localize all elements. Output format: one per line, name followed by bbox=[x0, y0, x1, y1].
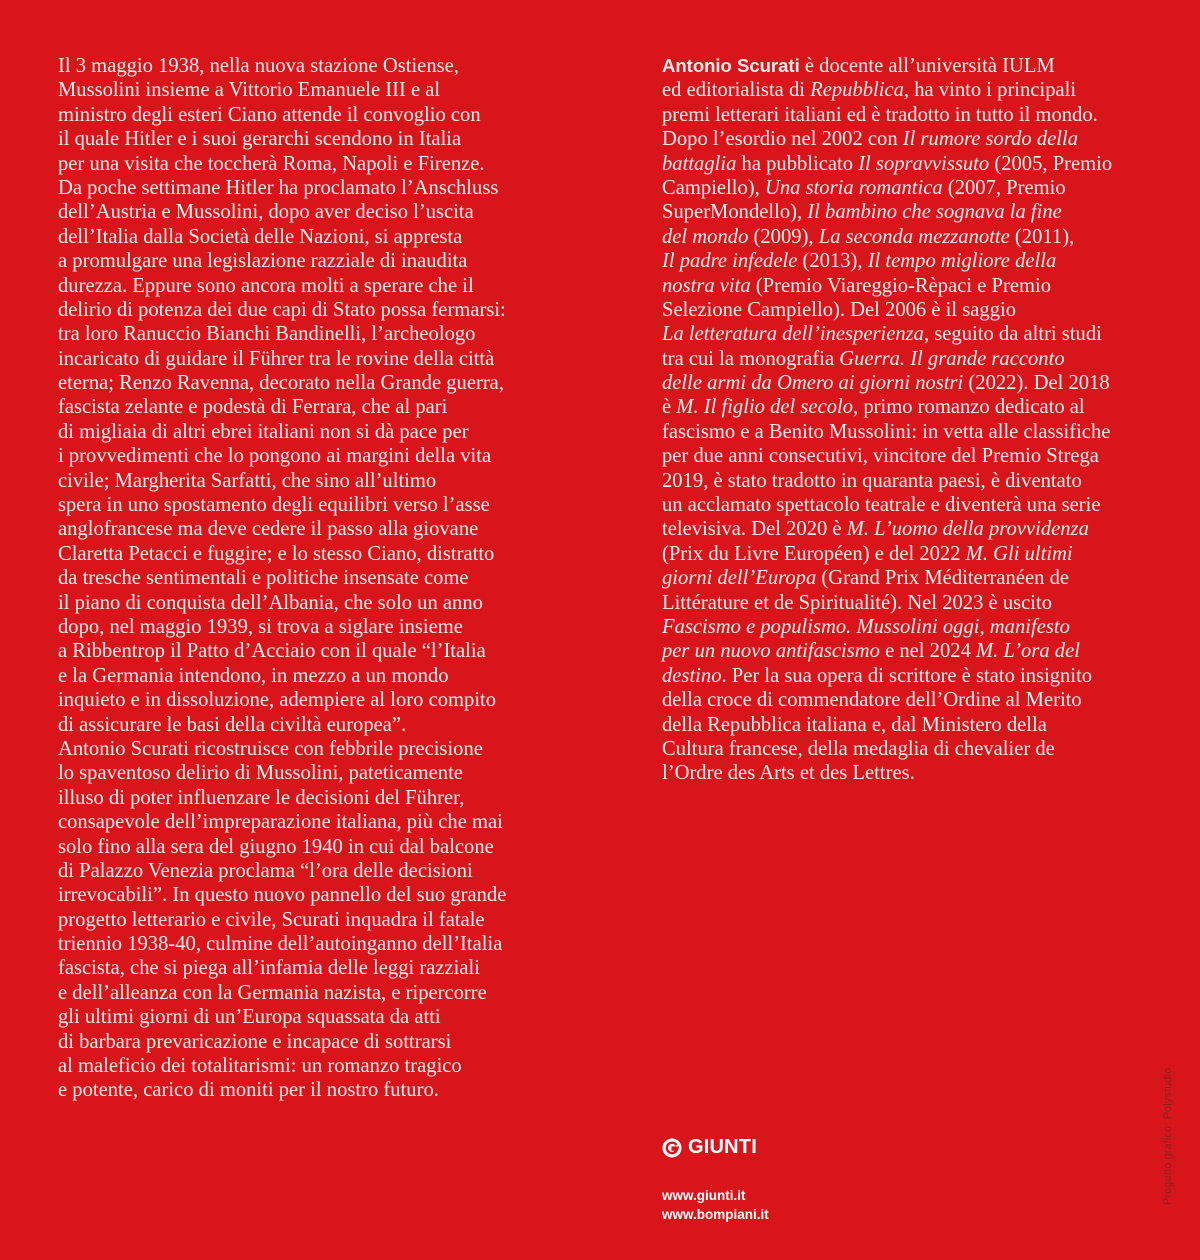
bio-text-run: battaglia bbox=[662, 152, 737, 175]
bio-line bbox=[662, 103, 1162, 127]
bio-text-run: ha pubblicato bbox=[736, 152, 859, 175]
synopsis-line bbox=[58, 688, 578, 712]
bio-text-run: Il bambino che sognava la fine bbox=[807, 201, 1062, 224]
synopsis-text-run: civile; Margherita Sarfatti, che sino all’ultimo bbox=[58, 469, 437, 492]
bio-line bbox=[662, 322, 1162, 346]
synopsis-text-run: e la Germania intendono, in mezzo a un mondo bbox=[58, 664, 449, 687]
design-credit: Progetto grafico: Polystudio. bbox=[1162, 1064, 1174, 1205]
bio-text-run: per un nuovo antifascismo bbox=[662, 640, 880, 663]
synopsis-line bbox=[58, 542, 578, 566]
synopsis-text-run: da tresche sentimentali e politiche insensate come bbox=[58, 567, 469, 590]
synopsis-line bbox=[58, 371, 578, 395]
bio-text-run: SuperMondello), bbox=[662, 201, 808, 224]
bio-text-run: del mondo bbox=[662, 225, 749, 248]
synopsis-text-run: irrevocabili”. In questo nuovo pannello del suo grande bbox=[58, 884, 507, 907]
synopsis-line bbox=[58, 517, 578, 541]
publisher-links bbox=[662, 1186, 769, 1224]
synopsis-text-run: fascista zelante e podestà di Ferrara, che al pari bbox=[58, 396, 448, 419]
bio-text-run: (2007, Premio bbox=[942, 176, 1066, 199]
synopsis-text-run: dopo, nel maggio 1939, si trova a siglare insieme bbox=[58, 615, 463, 638]
synopsis-text-run: Il 3 maggio 1938, nella nuova stazione Ostiense, bbox=[58, 55, 459, 77]
bio-text-run: fascismo e a Benito Mussolini: in vetta alle classifiche bbox=[662, 420, 1111, 443]
synopsis-line bbox=[58, 103, 578, 127]
synopsis-line bbox=[58, 152, 578, 176]
synopsis-line bbox=[58, 78, 578, 102]
bio-line bbox=[662, 298, 1162, 322]
synopsis-text-run: consapevole dell’impreparazione italiana, più che mai bbox=[58, 811, 503, 834]
synopsis-line bbox=[58, 908, 578, 932]
synopsis-line bbox=[58, 883, 578, 907]
synopsis-line bbox=[58, 591, 578, 615]
synopsis-line bbox=[58, 54, 578, 78]
bio-line bbox=[662, 615, 1162, 639]
synopsis-line bbox=[58, 713, 578, 737]
bio-text-run: , seguito da altri studi bbox=[923, 323, 1102, 346]
author-bio bbox=[662, 54, 1162, 786]
synopsis-text bbox=[58, 54, 578, 1103]
bio-text-run: M. Il figlio del secolo bbox=[676, 396, 854, 419]
bio-text-run: M. L’uomo della provvidenza bbox=[846, 518, 1089, 541]
bio-line bbox=[662, 200, 1162, 224]
synopsis-text-run: solo fino alla sera del giugno 1940 in cui dal balcone bbox=[58, 835, 494, 858]
bio-text-run: (Premio Viareggio-Rèpaci e Premio bbox=[750, 274, 1052, 297]
synopsis-line bbox=[58, 835, 578, 859]
bio-text-run: Il tempo migliore della bbox=[867, 250, 1057, 273]
synopsis-line bbox=[58, 1054, 578, 1078]
synopsis-text-run: ministro degli esteri Ciano attende il convoglio con bbox=[58, 103, 481, 126]
bio-line bbox=[662, 639, 1162, 663]
bio-line bbox=[662, 274, 1162, 298]
synopsis-text-run: inquieto e in dissoluzione, adempiere al loro compito bbox=[58, 689, 497, 712]
synopsis-text-run: di barbara prevaricazione e incapace di sottrarsi bbox=[58, 1030, 452, 1053]
bio-text-run: Selezione Campiello). Del 2006 è il saggio bbox=[662, 298, 1017, 321]
bio-text-run: (2005, Premio bbox=[989, 152, 1113, 175]
synopsis-line bbox=[58, 1030, 578, 1054]
bio-text-run: , ha vinto i principali bbox=[903, 79, 1077, 102]
synopsis-text-run: il quale Hitler e i suoi gerarchi scendono in Italia bbox=[58, 128, 462, 151]
bio-text-run: (2013), bbox=[797, 250, 868, 273]
synopsis-text-run: delirio di potenza dei due capi di Stato possa fermarsi: bbox=[58, 298, 506, 321]
synopsis-text-run: e potente, carico di moniti per il nostro futuro. bbox=[58, 1079, 439, 1102]
bio-text-run: 2019, è stato tradotto in quaranta paesi, è diventato bbox=[662, 469, 1082, 492]
synopsis-text-run: a Ribbentrop il Patto d’Acciaio con il quale “l’Italia bbox=[58, 640, 486, 663]
bio-text-run: (Prix du Livre Européen) e del 2022 bbox=[662, 542, 966, 565]
synopsis-text-run: tra loro Ranuccio Bianchi Bandinelli, l’archeologo bbox=[58, 323, 476, 346]
synopsis-line bbox=[58, 444, 578, 468]
publisher-name: GIUNTI bbox=[688, 1136, 757, 1158]
bio-line bbox=[662, 493, 1162, 517]
bio-text-run: Il rumore sordo della bbox=[902, 128, 1079, 151]
bio-text-run: (2009), bbox=[748, 225, 819, 248]
synopsis-line bbox=[58, 737, 578, 761]
bio-text-run: delle armi da Omero ai giorni nostri bbox=[662, 372, 964, 395]
synopsis-line bbox=[58, 664, 578, 688]
bio-line bbox=[662, 591, 1162, 615]
bio-text-run: Dopo l’esordio nel 2002 con bbox=[662, 128, 903, 151]
synopsis-line bbox=[58, 347, 578, 371]
synopsis-line bbox=[58, 639, 578, 663]
synopsis-line bbox=[58, 956, 578, 980]
bio-line bbox=[662, 542, 1162, 566]
bio-text-run: Il sopravvissuto bbox=[858, 152, 990, 175]
synopsis-line bbox=[58, 761, 578, 785]
synopsis-text-run: Da poche settimane Hitler ha proclamato l’Anschluss bbox=[58, 176, 499, 199]
synopsis-text-run: di migliaia di altri ebrei italiani non si dà pace per bbox=[58, 420, 469, 443]
bio-text-run: destino bbox=[662, 664, 722, 687]
bio-text-run: per due anni consecutivi, vincitore del Premio Strega bbox=[662, 445, 1099, 468]
bio-line bbox=[662, 420, 1162, 444]
bio-line bbox=[662, 761, 1162, 785]
synopsis-text-run: a promulgare una legislazione razziale di inaudita bbox=[58, 250, 468, 273]
bio-text-run: Il padre infedele bbox=[662, 250, 798, 273]
bio-text-run: della Repubblica italiana e, dal Ministero della bbox=[662, 713, 1047, 736]
synopsis-line bbox=[58, 1078, 578, 1102]
bio-text-run: . Per la sua opera di scrittore è stato insignito bbox=[721, 664, 1093, 687]
synopsis-text-run: Mussolini insieme a Vittorio Emanuele III e al bbox=[58, 79, 441, 102]
synopsis-text-run: durezza. Eppure sono ancora molti a sperare che il bbox=[58, 274, 474, 297]
synopsis-line bbox=[58, 225, 578, 249]
bio-text-run: (Grand Prix Méditerranéen de bbox=[816, 567, 1070, 590]
bio-line bbox=[662, 176, 1162, 200]
synopsis-line bbox=[58, 176, 578, 200]
publisher-logo bbox=[662, 1136, 757, 1159]
synopsis-text-run: per una visita che toccherà Roma, Napoli e Firenze. bbox=[58, 152, 485, 175]
synopsis-line bbox=[58, 1005, 578, 1029]
synopsis-line bbox=[58, 566, 578, 590]
bio-text-run: un acclamato spettacolo teatrale e diventerà una serie bbox=[662, 494, 1101, 517]
bio-line bbox=[662, 517, 1162, 541]
bio-text-run: tra cui la monografia bbox=[662, 347, 840, 370]
synopsis-text-run: al maleficio dei totalitarismi: un romanzo tragico bbox=[58, 1055, 462, 1078]
synopsis-text-run: il piano di conquista dell’Albania, che solo un anno bbox=[58, 591, 483, 614]
bio-text-run: M. Gli ultimi bbox=[965, 542, 1073, 565]
synopsis-line bbox=[58, 981, 578, 1005]
synopsis-text-run: Claretta Petacci e fuggire; e lo stesso Ciano, distratto bbox=[58, 542, 495, 565]
bio-text-run: e nel 2024 bbox=[879, 640, 977, 663]
bio-text-run: Una storia romantica bbox=[764, 176, 943, 199]
bio-line bbox=[662, 127, 1162, 151]
synopsis-line bbox=[58, 249, 578, 273]
bio-line bbox=[662, 249, 1162, 273]
bio-text-run: della croce di commendatore dell’Ordine al Merito bbox=[662, 689, 1082, 712]
giunti-logo-icon bbox=[662, 1138, 682, 1158]
bio-line bbox=[662, 713, 1162, 737]
bio-line bbox=[662, 152, 1162, 176]
bio-text-run: ed editorialista di bbox=[662, 79, 811, 102]
synopsis-text-run: lo spaventoso delirio di Mussolini, pateticamente bbox=[58, 762, 463, 785]
bio-text-run: televisiva. Del 2020 è bbox=[662, 518, 847, 541]
bio-line bbox=[662, 78, 1162, 102]
bio-line bbox=[662, 444, 1162, 468]
synopsis-line bbox=[58, 322, 578, 346]
bio-text-run: La seconda mezzanotte bbox=[818, 225, 1010, 248]
synopsis-text-run: incaricato di guidare il Führer tra le rovine della città bbox=[58, 347, 495, 370]
synopsis-line bbox=[58, 200, 578, 224]
synopsis-line bbox=[58, 420, 578, 444]
bio-line bbox=[662, 225, 1162, 249]
synopsis-line bbox=[58, 469, 578, 493]
synopsis-text-run: dell’Italia dalla Società delle Nazioni, si appresta bbox=[58, 225, 463, 248]
synopsis-text-run: triennio 1938-40, culmine dell’autoinganno dell’Italia bbox=[58, 933, 503, 956]
bio-line bbox=[662, 664, 1162, 688]
bio-text-run: premi letterari italiani ed è tradotto in tutto il mondo. bbox=[662, 103, 1098, 126]
bio-text-run: Cultura francese, della medaglia di chevalier de bbox=[662, 737, 1055, 760]
bio-text-run: (2022). Del 2018 bbox=[963, 372, 1110, 395]
bio-text-run: nostra vita bbox=[662, 274, 751, 297]
synopsis-text-run: anglofrancese ma deve cedere il passo alla giovane bbox=[58, 518, 479, 541]
bio-text-run: Guerra. Il grande racconto bbox=[839, 347, 1065, 370]
synopsis-line bbox=[58, 859, 578, 883]
synopsis-text-run: i provvedimenti che lo pongono ai margini della vita bbox=[58, 445, 492, 468]
synopsis-text-run: dell’Austria e Mussolini, dopo aver deciso l’uscita bbox=[58, 201, 474, 224]
synopsis-line bbox=[58, 127, 578, 151]
bio-text-run: La letteratura dell’inesperienza bbox=[662, 323, 924, 346]
link-bompiani[interactable]: www.bompiani.it bbox=[662, 1207, 769, 1222]
synopsis-line bbox=[58, 786, 578, 810]
bio-line bbox=[662, 371, 1162, 395]
synopsis-text-run: Antonio Scurati ricostruisce con febbrile precisione bbox=[58, 737, 483, 760]
synopsis-line bbox=[58, 493, 578, 517]
synopsis-text-run: di Palazzo Venezia proclama “l’ora delle decisioni bbox=[58, 859, 473, 882]
bio-text-run: è bbox=[662, 396, 677, 419]
synopsis-line bbox=[58, 810, 578, 834]
bio-line bbox=[662, 566, 1162, 590]
bio-text-run: Littérature et de Spiritualité). Nel 2023 è uscito bbox=[662, 591, 1053, 614]
bio-line bbox=[662, 469, 1162, 493]
bio-line bbox=[662, 688, 1162, 712]
synopsis-text-run: spera in uno spostamento degli equilibri verso l’asse bbox=[58, 494, 490, 517]
bio-text-run: è docente all’università IULM bbox=[799, 55, 1055, 77]
synopsis-text-run: eterna; Renzo Ravenna, decorato nella Grande guerra, bbox=[58, 372, 504, 395]
bio-text-run: , primo romanzo dedicato al bbox=[853, 396, 1085, 419]
link-giunti[interactable]: www.giunti.it bbox=[662, 1188, 746, 1203]
bio-text-run: Fascismo e populismo. Mussolini oggi, manifesto bbox=[662, 615, 1070, 638]
bio-text-run: Antonio Scurati bbox=[662, 55, 800, 76]
bio-text-run: l’Ordre des Arts et des Lettres. bbox=[662, 762, 915, 785]
bio-text-run: giorni dell’Europa bbox=[662, 567, 817, 590]
synopsis-line bbox=[58, 274, 578, 298]
synopsis-line bbox=[58, 395, 578, 419]
bio-line bbox=[662, 347, 1162, 371]
bio-text-run: Campiello), bbox=[662, 176, 765, 199]
bio-line bbox=[662, 737, 1162, 761]
synopsis-text-run: di assicurare le basi della civiltà europea”. bbox=[58, 713, 407, 736]
synopsis-text-run: progetto letterario e civile, Scurati inquadra il fatale bbox=[58, 908, 485, 931]
synopsis-text-run: fascista, che si piega all’infamia delle leggi razziali bbox=[58, 957, 480, 980]
bio-line bbox=[662, 395, 1162, 419]
synopsis-text-run: gli ultimi giorni di un’Europa squassata da atti bbox=[58, 1006, 441, 1029]
synopsis-line bbox=[58, 298, 578, 322]
synopsis-line bbox=[58, 932, 578, 956]
bio-text-run: M. L’ora del bbox=[976, 640, 1080, 663]
bio-line bbox=[662, 54, 1162, 78]
synopsis-text-run: e dell’alleanza con la Germania nazista, e ripercorre bbox=[58, 981, 487, 1004]
synopsis-text-run: illuso di poter influenzare le decisioni del Führer, bbox=[58, 786, 465, 809]
synopsis-line bbox=[58, 615, 578, 639]
bio-text-run: (2011), bbox=[1009, 225, 1075, 248]
bio-text-run: Repubblica bbox=[810, 79, 904, 102]
